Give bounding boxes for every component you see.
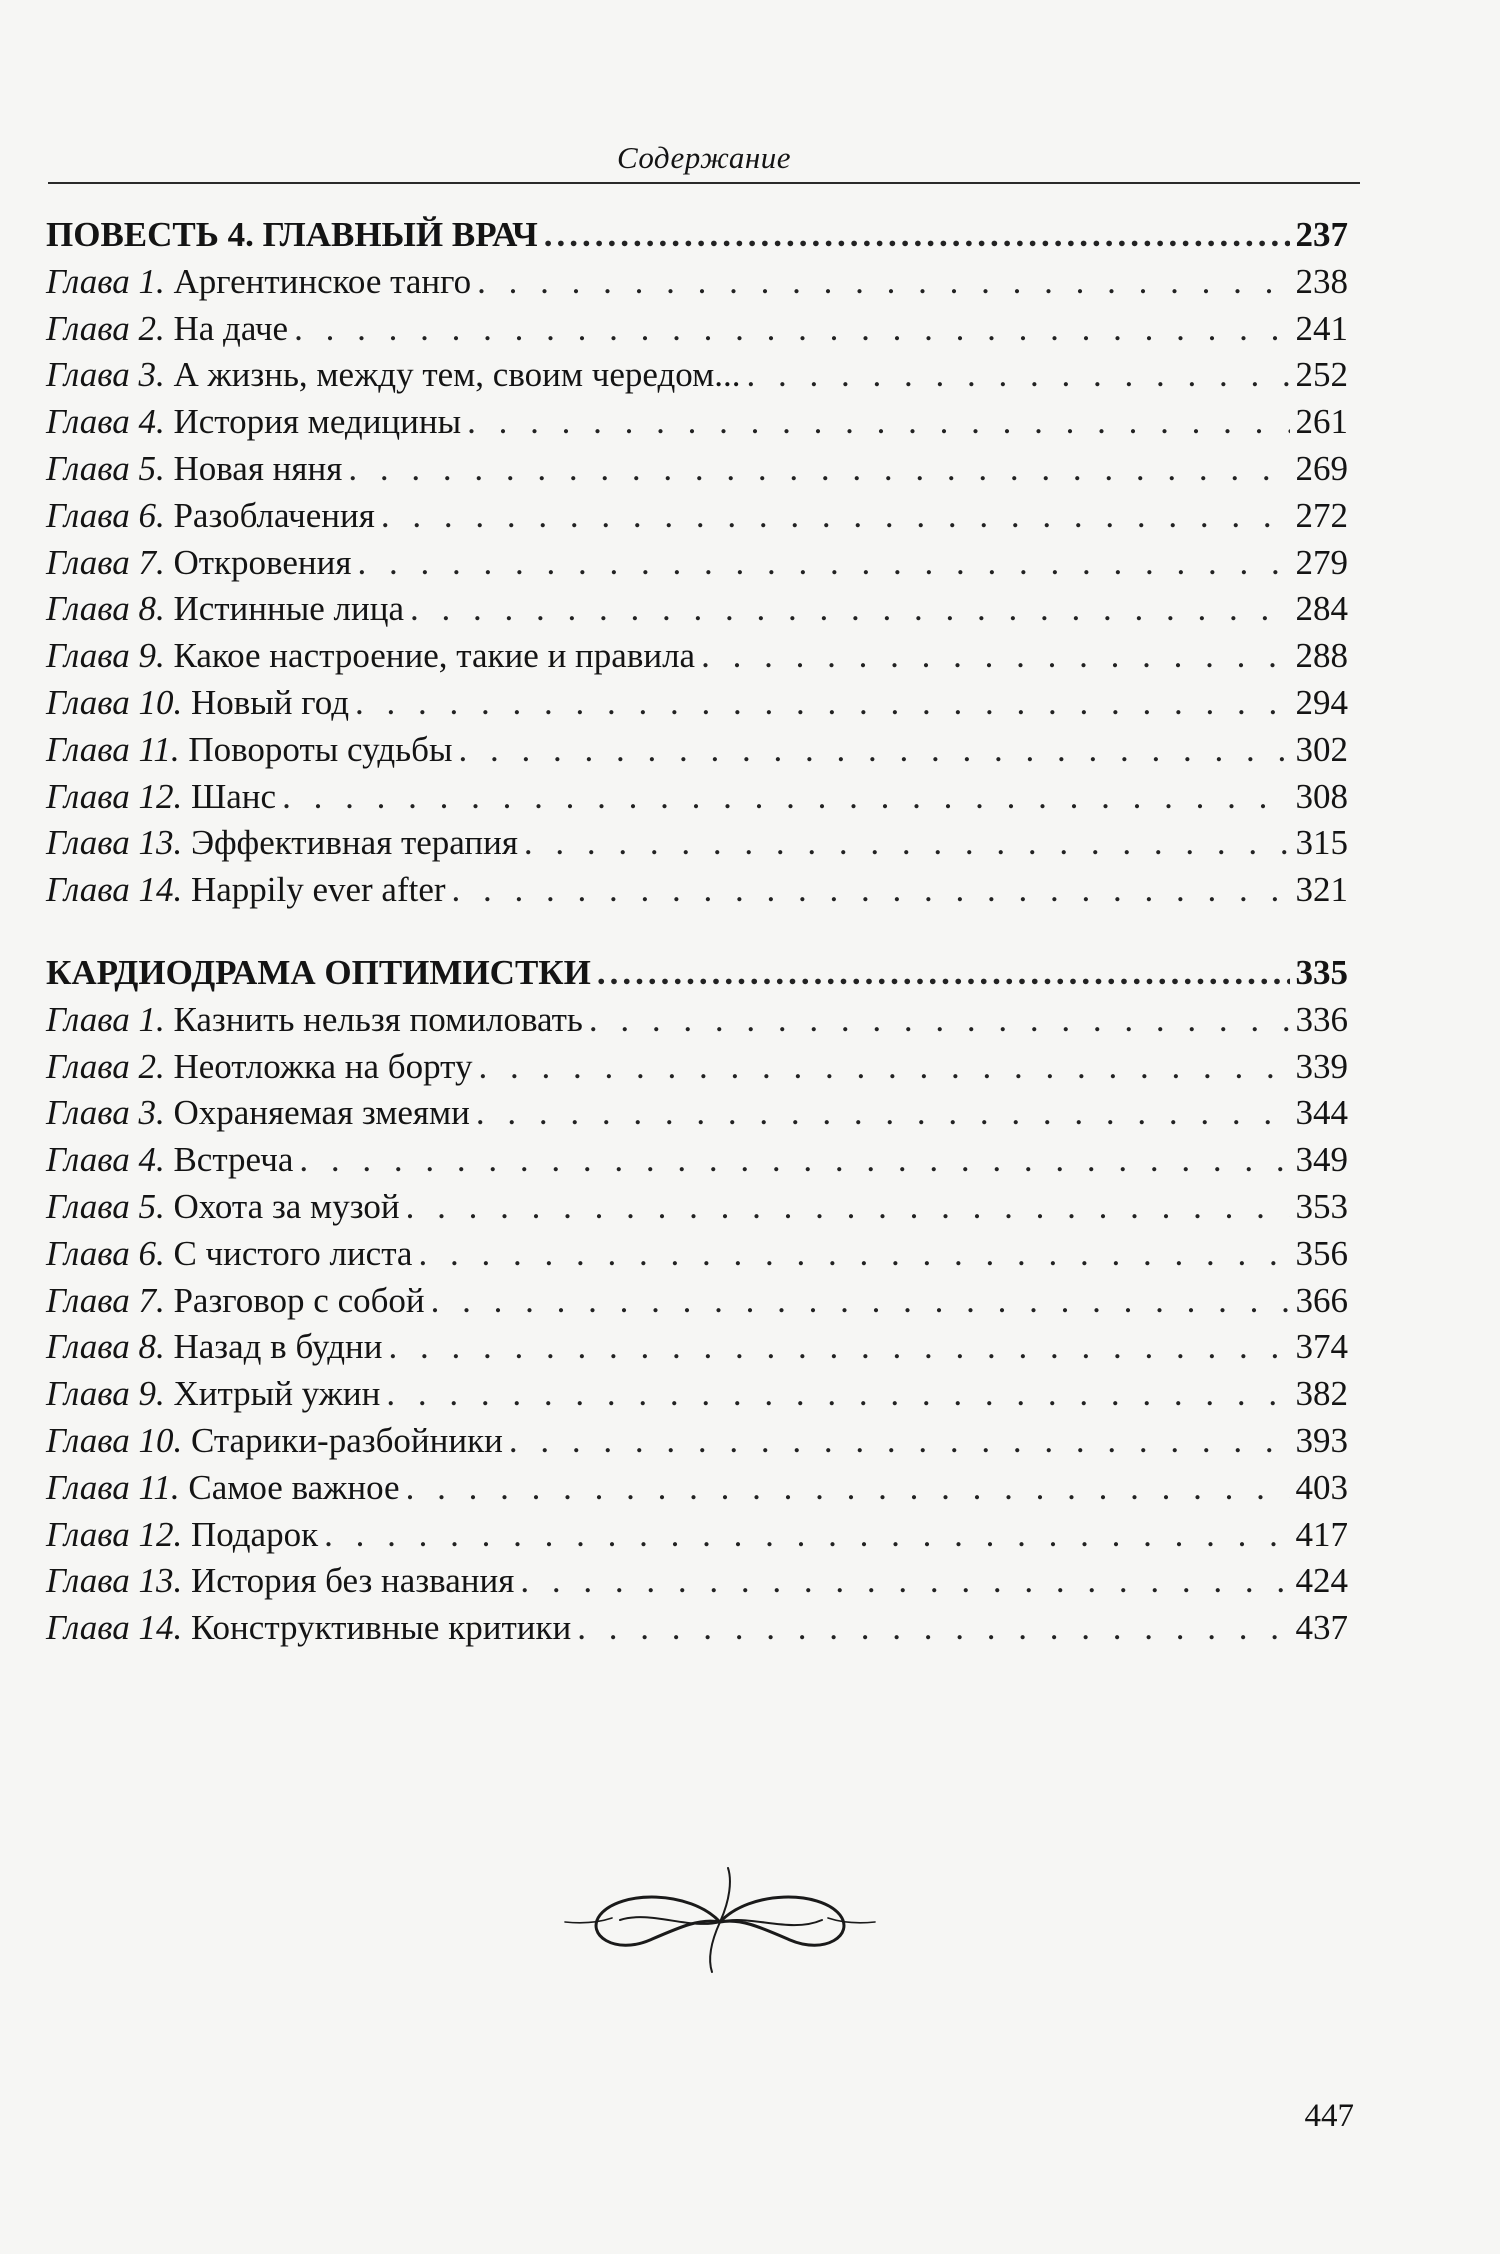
dot-leader	[701, 633, 1289, 680]
chapter-page: 315	[1295, 823, 1348, 863]
chapter-title: История без названия	[190, 1561, 515, 1601]
table-of-contents	[46, 212, 1348, 1652]
chapter-title: Аргентинское танго	[173, 261, 472, 301]
toc-entry	[46, 259, 1348, 306]
chapter-label	[46, 352, 741, 399]
chapter-label	[46, 1231, 412, 1278]
toc-entry	[46, 774, 1348, 821]
toc-entry	[46, 1137, 1348, 1184]
chapter-label	[46, 1137, 293, 1184]
part-title: КАРДИОДРАМА ОПТИМИСТКИ	[46, 952, 591, 992]
chapter-number: Глава 4.	[46, 1140, 165, 1180]
chapter-page: 272	[1295, 495, 1348, 535]
chapter-number: Глава 13.	[46, 1561, 183, 1601]
dot-leader	[418, 1231, 1289, 1278]
chapter-label	[46, 399, 461, 446]
chapter-number: Глава 3.	[46, 355, 165, 395]
chapter-label	[46, 259, 471, 306]
chapter-number: Глава 4.	[46, 402, 165, 442]
dot-leader	[299, 1137, 1289, 1184]
chapter-label	[46, 820, 518, 867]
chapter-number: Глава 13.	[46, 823, 183, 863]
chapter-number: Глава 1.	[46, 999, 165, 1039]
toc-entry	[46, 997, 1348, 1044]
chapter-title: Старики-разбойники	[190, 1420, 503, 1460]
chapter-title: На даче	[173, 308, 289, 348]
toc-entry	[46, 1605, 1348, 1652]
chapter-page: 382	[1295, 1374, 1348, 1414]
chapter-title: Шанс	[190, 776, 277, 816]
chapter-number: Глава 9.	[46, 1374, 165, 1414]
chapter-label	[46, 493, 375, 540]
toc-entry	[46, 1371, 1348, 1418]
toc-entry	[46, 1465, 1348, 1512]
chapter-label	[46, 1512, 318, 1559]
dot-leader	[452, 867, 1290, 914]
chapter-label	[46, 727, 452, 774]
dot-leader	[577, 1605, 1289, 1652]
dot-leader	[431, 1278, 1290, 1325]
chapter-label	[46, 1418, 503, 1465]
chapter-page: 374	[1295, 1327, 1348, 1367]
chapter-title: Истинные лица	[173, 589, 405, 629]
dot-leader	[477, 259, 1289, 306]
toc-part-heading	[46, 950, 1348, 997]
toc-section	[46, 212, 1348, 914]
chapter-title: Неотложка на борту	[173, 1046, 473, 1086]
dot-leader	[509, 1418, 1290, 1465]
chapter-page: 261	[1295, 402, 1348, 442]
toc-entry	[46, 540, 1348, 587]
dot-leader	[467, 399, 1289, 446]
chapter-label	[46, 633, 695, 680]
toc-entry	[46, 727, 1348, 774]
chapter-page: 294	[1295, 682, 1348, 722]
chapter-number: Глава 7.	[46, 1280, 165, 1320]
chapter-page: 417	[1295, 1514, 1348, 1554]
chapter-number: Глава 12.	[46, 776, 183, 816]
chapter-page: 366	[1295, 1280, 1348, 1320]
running-header: Содержание	[616, 140, 792, 175]
chapter-number: Глава 9.	[46, 636, 165, 676]
dot-leader	[357, 540, 1289, 587]
chapter-title: Подарок	[190, 1514, 319, 1554]
chapter-title: Разговор с собой	[173, 1280, 425, 1320]
dot-leader	[389, 1324, 1290, 1371]
chapter-title: Happily ever after	[190, 870, 446, 910]
chapter-page: 284	[1295, 589, 1348, 629]
chapter-label	[46, 1605, 571, 1652]
chapter-title: А жизнь, между тем, своим чередом...	[173, 355, 741, 395]
chapter-title: С чистого листа	[173, 1233, 413, 1273]
toc-entry	[46, 867, 1348, 914]
header-rule	[48, 182, 1360, 184]
chapter-page: 339	[1295, 1046, 1348, 1086]
chapter-page: 424	[1295, 1561, 1348, 1601]
toc-entry	[46, 306, 1348, 353]
toc-entry	[46, 1324, 1348, 1371]
toc-entry	[46, 399, 1348, 446]
chapter-title: Охота за музой	[173, 1186, 400, 1226]
dot-leader	[476, 1090, 1290, 1137]
chapter-label	[46, 997, 583, 1044]
chapter-number: Глава 14.	[46, 870, 183, 910]
chapter-label	[46, 306, 288, 353]
chapter-title: Самое важное	[188, 1467, 400, 1507]
chapter-label	[46, 1184, 400, 1231]
chapter-page: 344	[1295, 1093, 1348, 1133]
part-page: 335	[1295, 952, 1348, 992]
toc-entry	[46, 446, 1348, 493]
chapter-page: 349	[1295, 1140, 1348, 1180]
dot-leader	[386, 1371, 1289, 1418]
toc-entry	[46, 493, 1348, 540]
chapter-number: Глава 5.	[46, 448, 165, 488]
chapter-label	[46, 1465, 400, 1512]
chapter-number: Глава 2.	[46, 308, 165, 348]
toc-entry	[46, 1184, 1348, 1231]
part-title: ПОВЕСТЬ 4. ГЛАВНЫЙ ВРАЧ	[46, 215, 538, 254]
dot-leader	[747, 352, 1290, 399]
chapter-label	[46, 867, 446, 914]
dot-leader	[589, 997, 1290, 1044]
chapter-number: Глава 14.	[46, 1608, 183, 1648]
chapter-title: Встреча	[173, 1140, 294, 1180]
chapter-number: Глава 5.	[46, 1186, 165, 1226]
chapter-label	[46, 1371, 380, 1418]
page-number: 447	[1304, 2098, 1354, 2134]
chapter-number: Глава 11.	[46, 1467, 180, 1507]
dot-leader	[406, 1465, 1290, 1512]
chapter-page: 393	[1295, 1420, 1348, 1460]
toc-section	[46, 950, 1348, 1652]
dot-leader	[410, 586, 1289, 633]
dot-leader	[544, 212, 1290, 259]
chapter-title: Назад в будни	[173, 1327, 383, 1367]
chapter-title: Повороты судьбы	[188, 729, 453, 769]
toc-entry	[46, 1512, 1348, 1559]
toc-entry	[46, 352, 1348, 399]
chapter-title: Какое настроение, такие и правила	[173, 636, 696, 676]
chapter-number: Глава 7.	[46, 542, 165, 582]
chapter-page: 336	[1295, 999, 1348, 1039]
toc-part-heading	[46, 212, 1348, 259]
toc-entry	[46, 586, 1348, 633]
toc-entry	[46, 1044, 1348, 1091]
chapter-page: 321	[1295, 870, 1348, 910]
dot-leader	[478, 1044, 1289, 1091]
dot-leader	[324, 1512, 1289, 1559]
chapter-title: Новая няня	[173, 448, 343, 488]
chapter-page: 238	[1295, 261, 1348, 301]
chapter-title: Откровения	[173, 542, 352, 582]
chapter-number: Глава 6.	[46, 1233, 165, 1273]
chapter-page: 288	[1295, 636, 1348, 676]
chapter-title: Казнить нельзя помиловать	[173, 999, 583, 1039]
dot-leader	[520, 1558, 1289, 1605]
dot-leader	[597, 950, 1290, 997]
chapter-number: Глава 8.	[46, 589, 165, 629]
chapter-page: 437	[1295, 1608, 1348, 1648]
chapter-page: 241	[1295, 308, 1348, 348]
dot-leader	[294, 306, 1289, 353]
chapter-label	[46, 586, 404, 633]
toc-entry	[46, 1558, 1348, 1605]
chapter-title: История медицины	[173, 402, 462, 442]
chapter-label	[46, 1324, 383, 1371]
part-page: 237	[1295, 215, 1348, 254]
chapter-page: 356	[1295, 1233, 1348, 1273]
chapter-label	[46, 1044, 472, 1091]
dot-leader	[381, 493, 1290, 540]
dot-leader	[406, 1184, 1290, 1231]
dot-leader	[348, 446, 1289, 493]
chapter-page: 252	[1295, 355, 1348, 395]
chapter-number: Глава 3.	[46, 1093, 165, 1133]
toc-entry	[46, 1278, 1348, 1325]
chapter-page: 353	[1295, 1186, 1348, 1226]
chapter-number: Глава 10.	[46, 1420, 183, 1460]
dot-leader	[524, 820, 1290, 867]
dot-leader	[355, 680, 1289, 727]
chapter-title: Конструктивные критики	[190, 1608, 572, 1648]
toc-entry	[46, 1090, 1348, 1137]
chapter-title: Охраняемая змеями	[173, 1093, 470, 1133]
chapter-title: Эффективная терапия	[190, 823, 518, 863]
chapter-page: 269	[1295, 448, 1348, 488]
chapter-page: 279	[1295, 542, 1348, 582]
toc-entry	[46, 680, 1348, 727]
chapter-label	[46, 680, 349, 727]
toc-entry	[46, 820, 1348, 867]
chapter-label	[46, 1090, 470, 1137]
chapter-page: 308	[1295, 776, 1348, 816]
dot-leader	[458, 727, 1289, 774]
chapter-title: Новый год	[190, 682, 350, 722]
chapter-label	[46, 1558, 514, 1605]
chapter-title: Хитрый ужин	[173, 1374, 381, 1414]
chapter-number: Глава 1.	[46, 261, 165, 301]
flourish-ornament-icon	[560, 1860, 880, 1980]
chapter-label	[46, 774, 276, 821]
chapter-label	[46, 446, 342, 493]
chapter-number: Глава 11.	[46, 729, 180, 769]
chapter-page: 403	[1295, 1467, 1348, 1507]
chapter-number: Глава 2.	[46, 1046, 165, 1086]
chapter-title: Разоблачения	[173, 495, 375, 535]
chapter-number: Глава 12.	[46, 1514, 183, 1554]
chapter-number: Глава 8.	[46, 1327, 165, 1367]
chapter-number: Глава 10.	[46, 682, 183, 722]
dot-leader	[282, 774, 1289, 821]
toc-entry	[46, 1231, 1348, 1278]
toc-entry	[46, 1418, 1348, 1465]
chapter-label	[46, 1278, 425, 1325]
chapter-number: Глава 6.	[46, 495, 165, 535]
chapter-page: 302	[1295, 729, 1348, 769]
chapter-label	[46, 540, 351, 587]
toc-entry	[46, 633, 1348, 680]
